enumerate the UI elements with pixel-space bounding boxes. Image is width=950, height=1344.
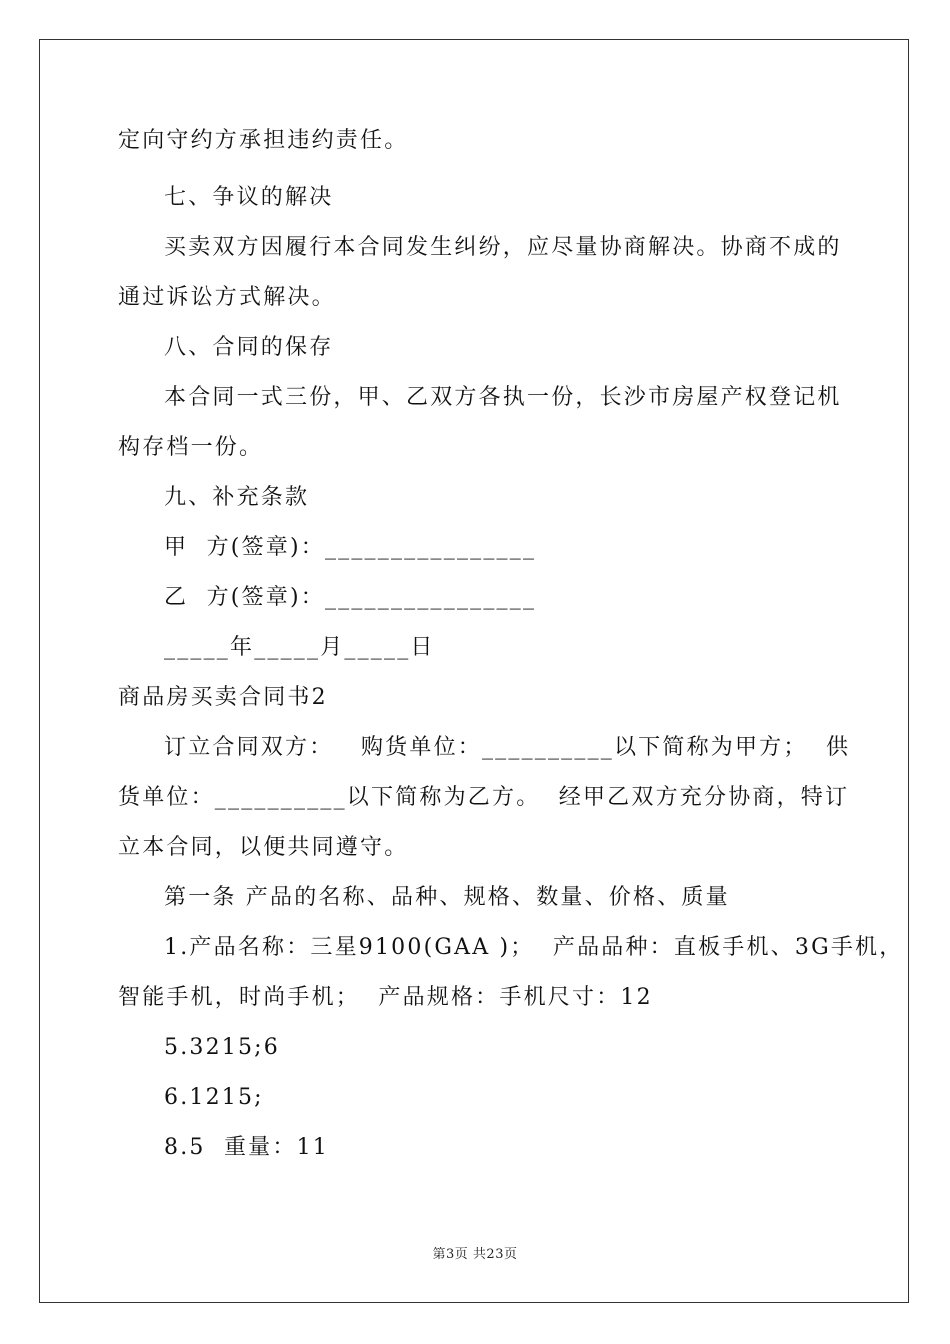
- text-line: 货单位：__________以下简称为乙方。 经甲乙双方充分协商，特订: [118, 785, 850, 810]
- text-line: 本合同一式三份，甲、乙双方各执一份，长沙市房屋产权登记机: [164, 385, 842, 410]
- text-line: 买卖双方因履行本合同发生纠纷，应尽量协商解决。协商不成的: [164, 235, 842, 260]
- section-heading: 八、合同的保存: [164, 335, 334, 360]
- document-title: 商品房买卖合同书2: [118, 685, 328, 710]
- text-line: 通过诉讼方式解决。: [118, 285, 336, 310]
- text-line: 智能手机，时尚手机； 产品规格：手机尺寸：12: [118, 985, 653, 1010]
- page-border: [39, 39, 909, 1303]
- date-line: _____年_____月_____日: [164, 635, 435, 660]
- party-b-signature: 乙 方(签章)：________________: [164, 585, 537, 610]
- text-line: 构存档一份。: [118, 435, 264, 460]
- text-line: 5.3215;6: [164, 1035, 280, 1060]
- party-a-signature: 甲 方(签章)：________________: [164, 535, 537, 560]
- article-heading: 第一条 产品的名称、品种、规格、数量、价格、质量: [164, 885, 730, 910]
- text-line: 8.5 重量：11: [164, 1135, 329, 1160]
- text-line: 1.产品名称：三星9100(GAA )； 产品品种：直板手机、3G手机，: [164, 935, 904, 960]
- page-footer: 第3页 共23页: [432, 1247, 518, 1262]
- section-heading: 九、补充条款: [164, 485, 310, 510]
- text-line: 定向守约方承担违约责任。: [118, 128, 409, 153]
- section-heading: 七、争议的解决: [164, 185, 334, 210]
- text-line: 订立合同双方： 购货单位：__________以下简称为甲方； 供: [164, 735, 851, 760]
- text-line: 6.1215;: [164, 1085, 264, 1110]
- text-line: 立本合同，以便共同遵守。: [118, 835, 409, 860]
